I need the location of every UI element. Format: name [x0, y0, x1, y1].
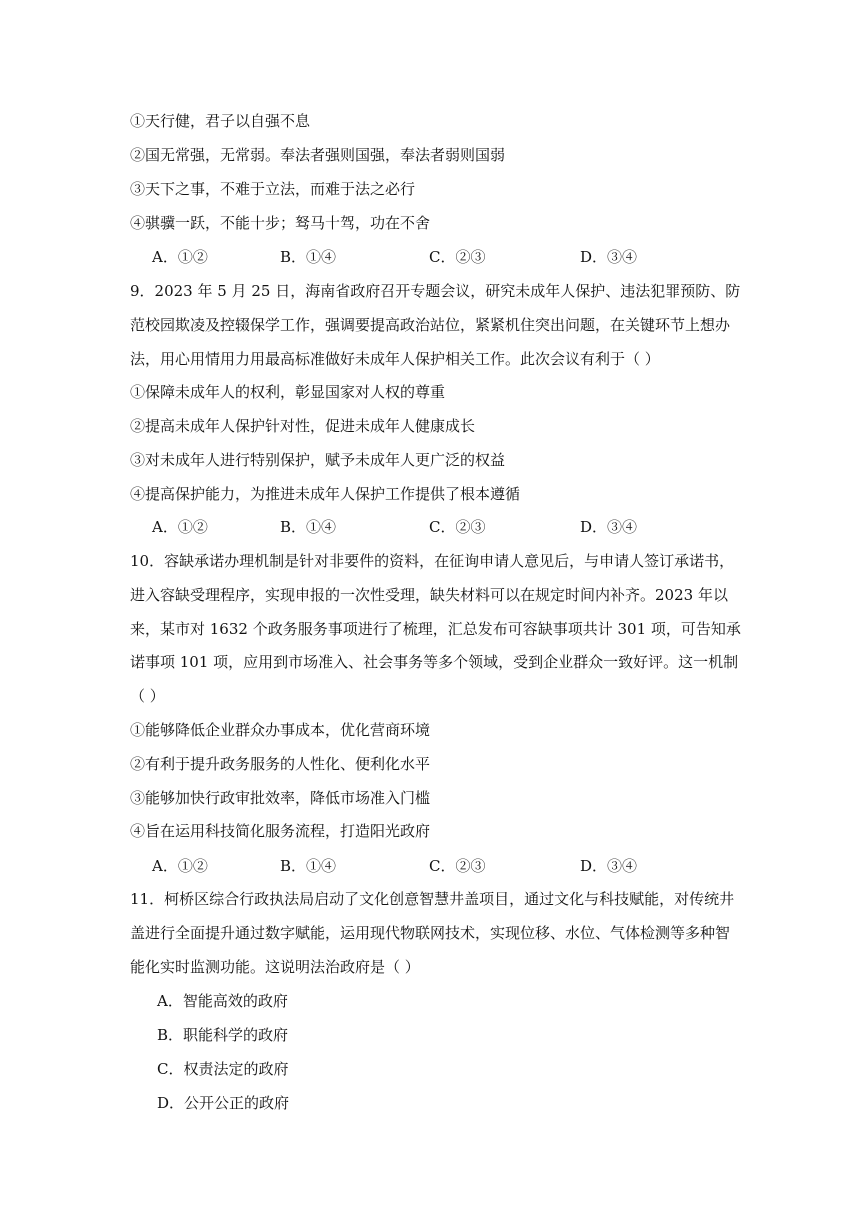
q10-choice-b: B．①④	[280, 857, 337, 875]
q8-option-4: ④骐骥一跃，不能十步；驽马十驾，功在不舍	[130, 214, 431, 232]
q8-option-3: ③天下之事，不难于立法，而难于法之必行	[130, 180, 416, 198]
q9-choice-a: A．①②	[152, 518, 208, 536]
q10-stem-line-3: 来，某市对 1632 个政务服务事项进行了梳理，汇总发布可容缺事项共计 301 项，可告知承	[130, 620, 741, 638]
q9-stem-line-1: 9．2023 年 5 月 25 日，海南省政府召开专题会议，研究未成年人保护、违法犯罪预防、防	[130, 282, 741, 300]
q8-choice-a: A．①②	[152, 248, 208, 266]
q9-option-2: ②提高未成年人保护针对性，促进未成年人健康成长	[130, 417, 476, 435]
q10-option-3: ③能够加快行政审批效率，降低市场准入门槛	[130, 789, 431, 807]
q8-choice-d: D．③④	[580, 248, 638, 266]
q9-option-1: ①保障未成年人的权利，彰显国家对人权的尊重	[130, 383, 446, 401]
q9-stem-line-3: 法，用心用情用力用最高标准做好未成年人保护相关工作。此次会议有利于（ ）	[130, 350, 660, 368]
q8-option-1: ①天行健，君子以自强不息	[130, 112, 311, 130]
q9-choice-b: B．①④	[280, 518, 337, 536]
q10-option-2: ②有利于提升政务服务的人性化、便利化水平	[130, 755, 431, 773]
q10-option-1: ①能够降低企业群众办事成本，优化营商环境	[130, 721, 431, 739]
q11-stem-line-3: 能化实时监测功能。这说明法治政府是（ ）	[130, 958, 420, 976]
q9-option-4: ④提高保护能力，为推进未成年人保护工作提供了根本遵循	[130, 485, 521, 503]
q10-choice-d: D．③④	[580, 857, 638, 875]
q9-stem-line-2: 范校园欺凌及控辍保学工作，强调要提高政治站位，紧紧机住突出问题，在关键环节上想办	[130, 316, 731, 334]
q10-choice-a: A．①②	[152, 857, 208, 875]
q10-stem-line-1: 10．容缺承诺办理机制是针对非要件的资料，在征询申请人意见后，与申请人签订承诺书，	[130, 552, 735, 570]
q11-option-a: A．智能高效的政府	[157, 992, 288, 1010]
q10-choice-c: C．②③	[429, 857, 486, 875]
q10-stem-line-2: 进入容缺受理程序，实现申报的一次性受理，缺失材料可以在规定时间内补齐。2023 年以	[130, 586, 728, 604]
q11-stem-line-2: 盖进行全面提升通过数字赋能，运用现代物联网技术，实现位移、水位、气体检测等多种智	[130, 924, 731, 942]
q11-option-b: B．职能科学的政府	[157, 1026, 289, 1044]
q9-choice-c: C．②③	[429, 518, 486, 536]
q10-option-4: ④旨在运用科技简化服务流程，打造阳光政府	[130, 822, 431, 840]
q10-stem-line-5: （ ）	[130, 687, 165, 705]
q8-choice-b: B．①④	[280, 248, 337, 266]
q9-option-3: ③对未成年人进行特别保护，赋予未成年人更广泛的权益	[130, 451, 506, 469]
q8-option-2: ②国无常强，无常弱。奉法者强则国强，奉法者弱则国弱	[130, 146, 506, 164]
q11-stem-line-1: 11．柯桥区综合行政执法局启动了文化创意智慧井盖项目，通过文化与科技赋能，对传统井	[130, 890, 735, 908]
q10-stem-line-4: 诺事项 101 项，应用到市场准入、社会事务等多个领域，受到企业群众一致好评。这一机制	[130, 653, 739, 671]
q11-option-d: D．公开公正的政府	[157, 1094, 290, 1112]
q8-choice-c: C．②③	[429, 248, 486, 266]
q9-choice-d: D．③④	[580, 518, 638, 536]
q11-option-c: C．权责法定的政府	[157, 1060, 289, 1078]
